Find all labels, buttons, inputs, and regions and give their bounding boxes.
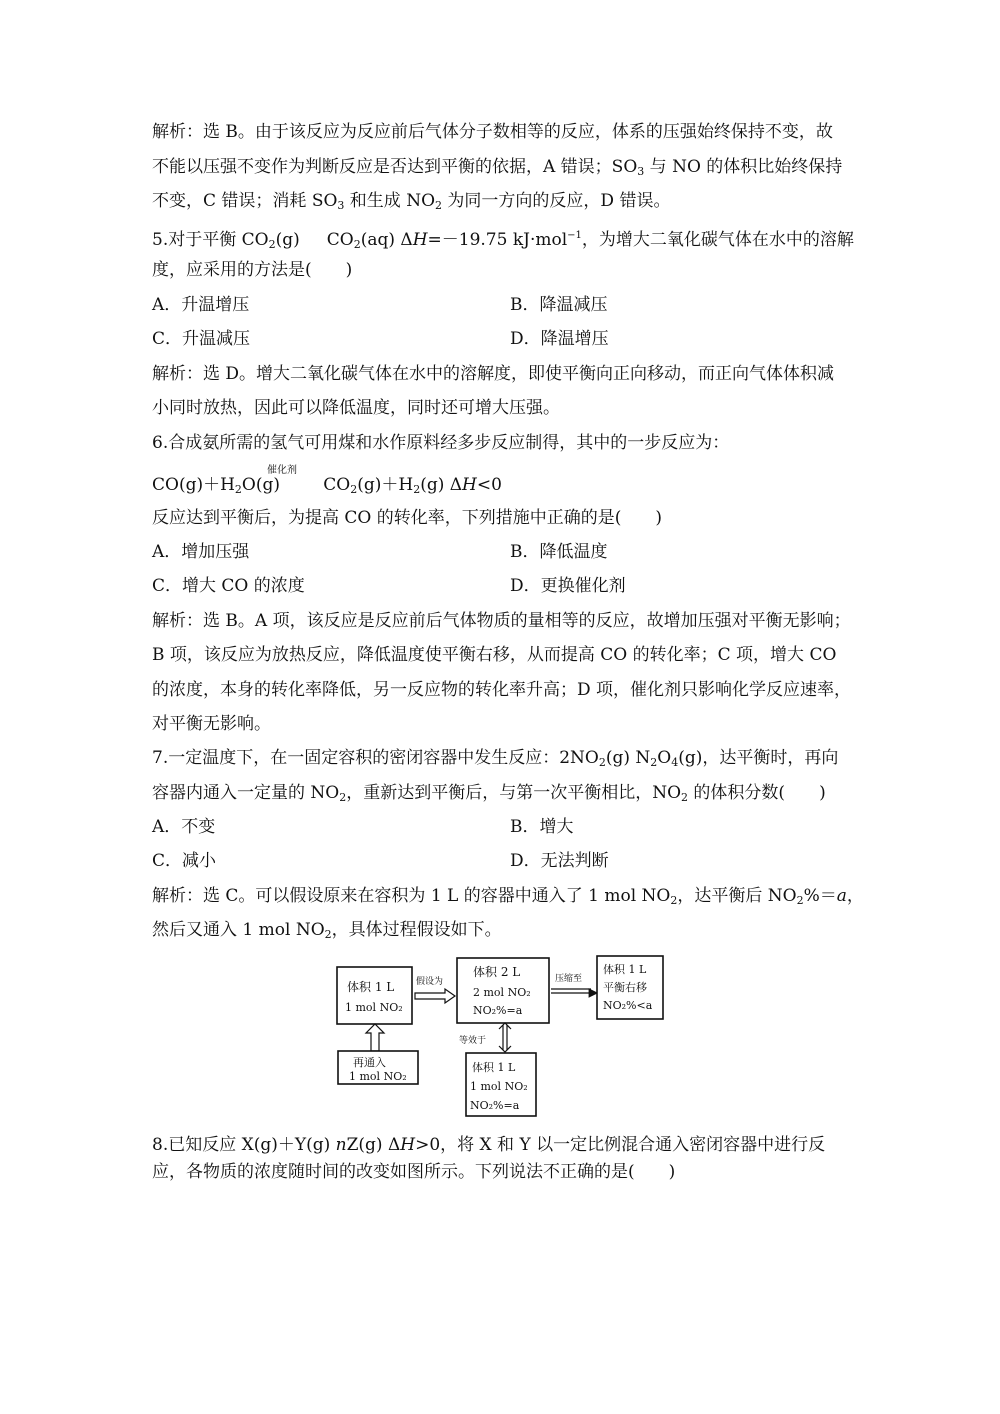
q6-analysis-line1: 解析：选 B。A 项，该反应是反应前后气体物质的量相等的反应，故增加压强对平衡无影响； [152, 611, 851, 631]
box-equivalent-line3: NO₂%=a [470, 1099, 520, 1112]
q8-stem-line1: 8.已知反应 X(g)＋Y(g) nZ(g) ΔH>0，将 X 和 Y 以一定比例混合通入密闭容器中进行反 [152, 1135, 826, 1155]
box-initial [337, 967, 412, 1024]
p4-analysis-line2: 不能以压强不变作为判断反应是否达到平衡的依据，A 错误；$SO_3$ 与 NO 的体积比始终保持 [152, 157, 843, 178]
box-equivalent-line1: 体积 1 L [472, 1061, 516, 1074]
box-assumed-line1: 体积 2 L [473, 965, 521, 979]
q6-analysis-line3: 的浓度，本身的转化率降低，另一反应物的转化率升高；D 项，催化剂只影响化学反应速率， [152, 680, 852, 700]
q7-option-b: B．增大 [510, 817, 574, 837]
equiv-arrowhead-up [499, 1023, 511, 1029]
box-compressed-line2: 平衡右移 [603, 981, 647, 994]
arrow-compress-label: 压缩至 [555, 974, 583, 984]
box-initial-line1: 体积 1 L [347, 980, 395, 994]
q6-option-b: B．降低温度 [510, 542, 608, 562]
q8-stem-line2: 应，各物质的浓度随时间的改变如图所示。下列说法不正确的是( ) [152, 1162, 676, 1182]
box-initial-line2: 1 mol NO₂ [345, 1001, 403, 1014]
equiv-arrowhead-down [499, 1046, 511, 1052]
q5-option-b: B．降温减压 [510, 295, 608, 315]
q6-analysis-line2: B 项，该反应为放热反应，降低温度使平衡右移，从而提高 CO 的转化率；C 项，增大 CO [152, 645, 837, 665]
q5-analysis-line1: 解析：选 D。增大二氧化碳气体在水中的溶解度，即使平衡向正向移动，而正向气体体积减 [152, 364, 835, 384]
arrow-assume-label: 假设为 [416, 977, 444, 987]
q7-stem-line1: 7.一定温度下，在一固定容积的密闭容器中发生反应：$2NO_2(g)$ $N_2O_4(g)$，达平衡时，再向 [152, 748, 839, 769]
p4-analysis-line1: 解析：选 B。由于该反应为反应前后气体分子数相等的反应，体系的压强始终保持不变，故 [152, 122, 833, 142]
box-compressed-line1: 体积 1 L [603, 963, 647, 976]
q6-stem-line2: 反应达到平衡后，为提高 CO 的转化率，下列措施中正确的是( ) [152, 508, 663, 528]
q5-option-d: D．降温增压 [510, 329, 609, 349]
q6-option-c: C．增大 CO 的浓度 [152, 576, 305, 596]
q6-option-a: A．增加压强 [152, 542, 250, 562]
box-compressed-line3: NO₂%<a [603, 999, 653, 1012]
q7-analysis-line2: 然后又通入 1 mol $NO_2$，具体过程假设如下。 [152, 920, 502, 941]
q5-stem-line2: 度，应采用的方法是( ) [152, 260, 353, 280]
q7-stem-line2: 容器内通入一定量的 $NO_2$，重新达到平衡后，与第一次平衡相比，$NO_2$ 的体积分数( ) [152, 783, 826, 804]
process-diagram [335, 953, 685, 1118]
q5-option-c: C．升温减压 [152, 329, 251, 349]
q7-analysis-line1: 解析：选 C。可以假设原来在容积为 1 L 的容器中通入了 1 mol $NO_2$，达平衡后 $NO_2\%=a$， [152, 886, 864, 907]
q6-stem-line1: 6.合成氨所需的氢气可用煤和水作原料经多步反应制得，其中的一步反应为： [152, 433, 730, 453]
hollow-arrow-add [366, 1024, 384, 1051]
q5-stem-line1: 5.对于平衡 $CO_2(g)$ $CO_2(aq)$ ΔH=－19.75 kJ·mol$^{-1}$，为增大二氧化碳气体在水中的溶解 [152, 230, 854, 251]
q7-option-d: D．无法判断 [510, 851, 609, 871]
box-add-more-line2: 1 mol NO₂ [349, 1070, 407, 1083]
hollow-arrow-assume [415, 989, 455, 1003]
box-add-more-line1: 再通入 [353, 1056, 386, 1069]
q5-option-a: A．升温增压 [152, 295, 250, 315]
p4-analysis-line3: 不变，C 错误；消耗 $SO_3$ 和生成 $NO_2$ 为同一方向的反应，D 错误。 [152, 191, 671, 212]
q6-catalyst-label: 催化剂 [267, 465, 297, 476]
equiv-label: 等效于 [459, 1036, 487, 1046]
q6-option-d: D．更换催化剂 [510, 576, 626, 596]
box-equivalent-line2: 1 mol NO₂ [470, 1080, 528, 1093]
q7-option-a: A．不变 [152, 817, 216, 837]
q5-analysis-line2: 小同时放热，因此可以降低温度，同时还可增大压强。 [152, 398, 560, 418]
box-assumed-line3: NO₂%=a [473, 1004, 523, 1017]
box-assumed-line2: 2 mol NO₂ [473, 986, 531, 999]
q6-equation: $CO(g)+H_2O(g)$ $CO_2(g)+H_2(g)$ ΔH<0 [152, 475, 502, 496]
q6-analysis-line4: 对平衡无影响。 [152, 714, 271, 734]
q7-option-c: C．减小 [152, 851, 217, 871]
